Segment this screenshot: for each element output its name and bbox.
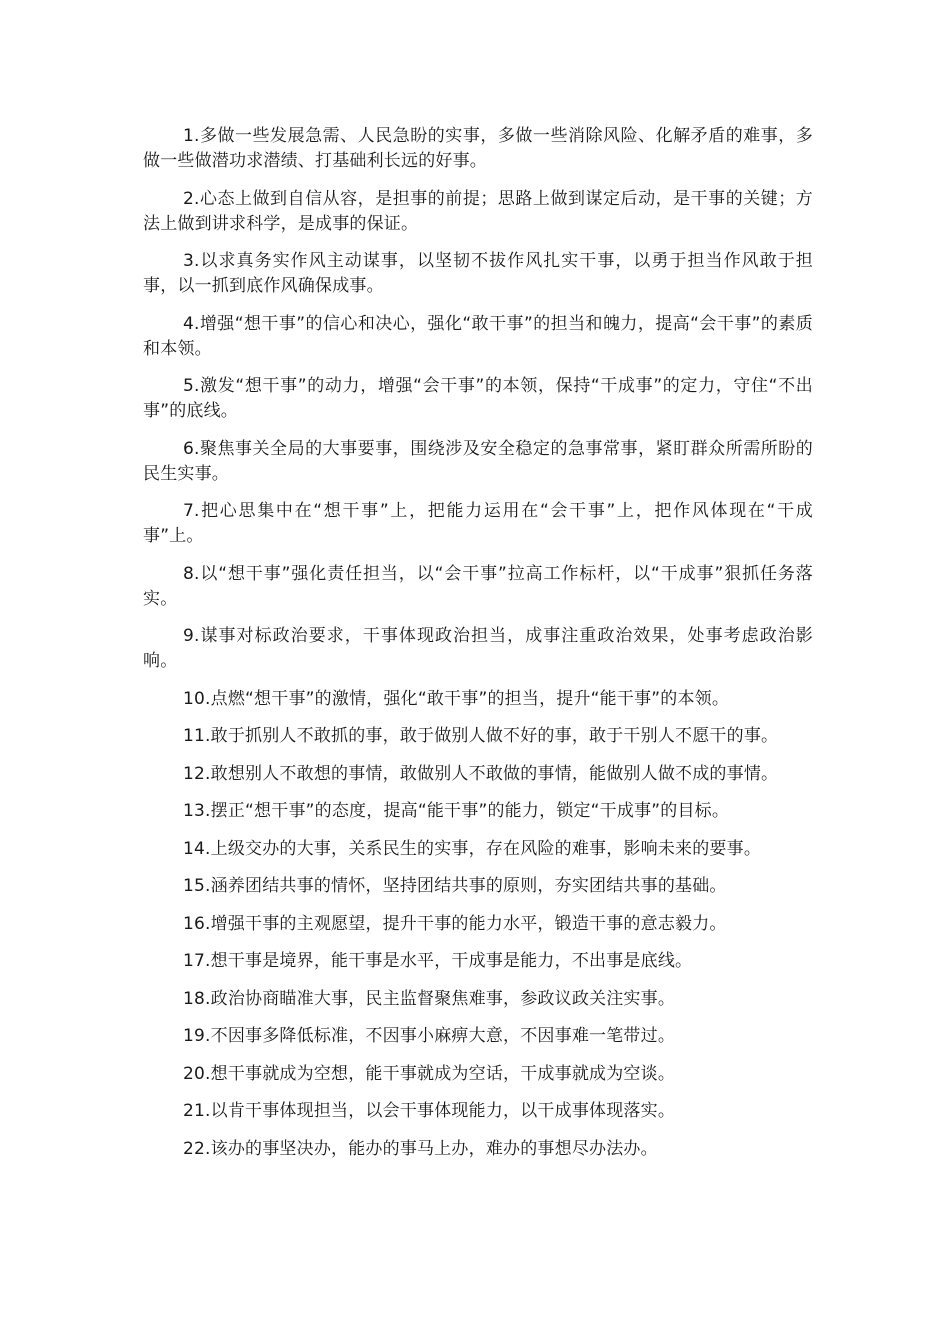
paragraph-15: 15.涵养团结共事的情怀，坚持团结共事的原则，夯实团结共事的基础。 bbox=[183, 876, 727, 896]
paragraph-2: 2.心态上做到自信从容，是担事的前提；思路上做到谋定后动，是干事的关键；方法上做到讲求科学，是成事的保证。 bbox=[143, 188, 813, 234]
paragraph-7: 7.把心思集中在“想干事”上，把能力运用在“会干事”上，把作风体现在“干成事”上。 bbox=[143, 501, 813, 546]
paragraph-10: 10.点燃“想干事”的激情，强化“敢干事”的担当，提升“能干事”的本领。 bbox=[183, 688, 730, 709]
paragraph-3: 3.以求真务实作风主动谋事，以坚韧不拔作风扎实干事，以勇于担当作风敢于担事，以一抓到底作风确保成事。 bbox=[143, 251, 813, 296]
paragraph-16: 16.增强干事的主观愿望，提升干事的能力水平，锻造干事的意志毅力。 bbox=[183, 913, 727, 934]
paragraph-6: 6.聚焦事关全局的大事要事，围绕涉及安全稳定的急事常事，紧盯群众所需所盼的民生实事。 bbox=[143, 438, 813, 484]
paragraph-20: 20.想干事就成为空想，能干事就成为空话，干成事就成为空谈。 bbox=[183, 1063, 676, 1084]
paragraph-8: 8.以“想干事”强化责任担当，以“会干事”拉高工作标杆，以“干成事”狠抓任务落实。 bbox=[143, 563, 813, 609]
paragraph-5: 5.激发“想干事”的动力，增强“会干事”的本领，保持“干成事”的定力，守住“不出事”的底线。 bbox=[143, 376, 813, 421]
document-body bbox=[143, 124, 813, 1174]
paragraph-22: 22.该办的事坚决办，能办的事马上办，难办的事想尽办法办。 bbox=[183, 1138, 658, 1159]
paragraph-9: 9.谋事对标政治要求，干事体现政治担当，成事注重政治效果，处事考虑政治影响。 bbox=[143, 626, 813, 671]
paragraph-21: 21.以肯干事体现担当，以会干事体现能力，以干成事体现落实。 bbox=[183, 1101, 676, 1121]
paragraph-12: 12.敢想别人不敢想的事情，敢做别人不敢做的事情，能做别人做不成的事情。 bbox=[183, 763, 779, 784]
paragraph-13: 13.摆正“想干事”的态度，提高“能干事”的能力，锁定“干成事”的目标。 bbox=[183, 801, 730, 821]
paragraph-4: 4.增强“想干事”的信心和决心，强化“敢干事”的担当和魄力，提高“会干事”的素质和本领。 bbox=[143, 313, 813, 359]
paragraph-19: 19.不因事多降低标准，不因事小麻痹大意，不因事难一笔带过。 bbox=[183, 1026, 676, 1046]
paragraph-11: 11.敢于抓别人不敢抓的事，敢于做别人做不好的事，敢于干别人不愿干的事。 bbox=[183, 726, 779, 746]
paragraph-14: 14.上级交办的大事，关系民生的实事，存在风险的难事，影响未来的要事。 bbox=[183, 838, 762, 859]
paragraph-1: 1.多做一些发展急需、人民急盼的实事，多做一些消除风险、化解矛盾的难事，多做一些做潜功求潜绩、打基础利长远的好事。 bbox=[143, 126, 813, 171]
paragraph-18: 18.政治协商瞄准大事，民主监督聚焦难事，参政议政关注实事。 bbox=[183, 988, 676, 1009]
paragraph-17: 17.想干事是境界，能干事是水平，干成事是能力，不出事是底线。 bbox=[183, 951, 693, 971]
